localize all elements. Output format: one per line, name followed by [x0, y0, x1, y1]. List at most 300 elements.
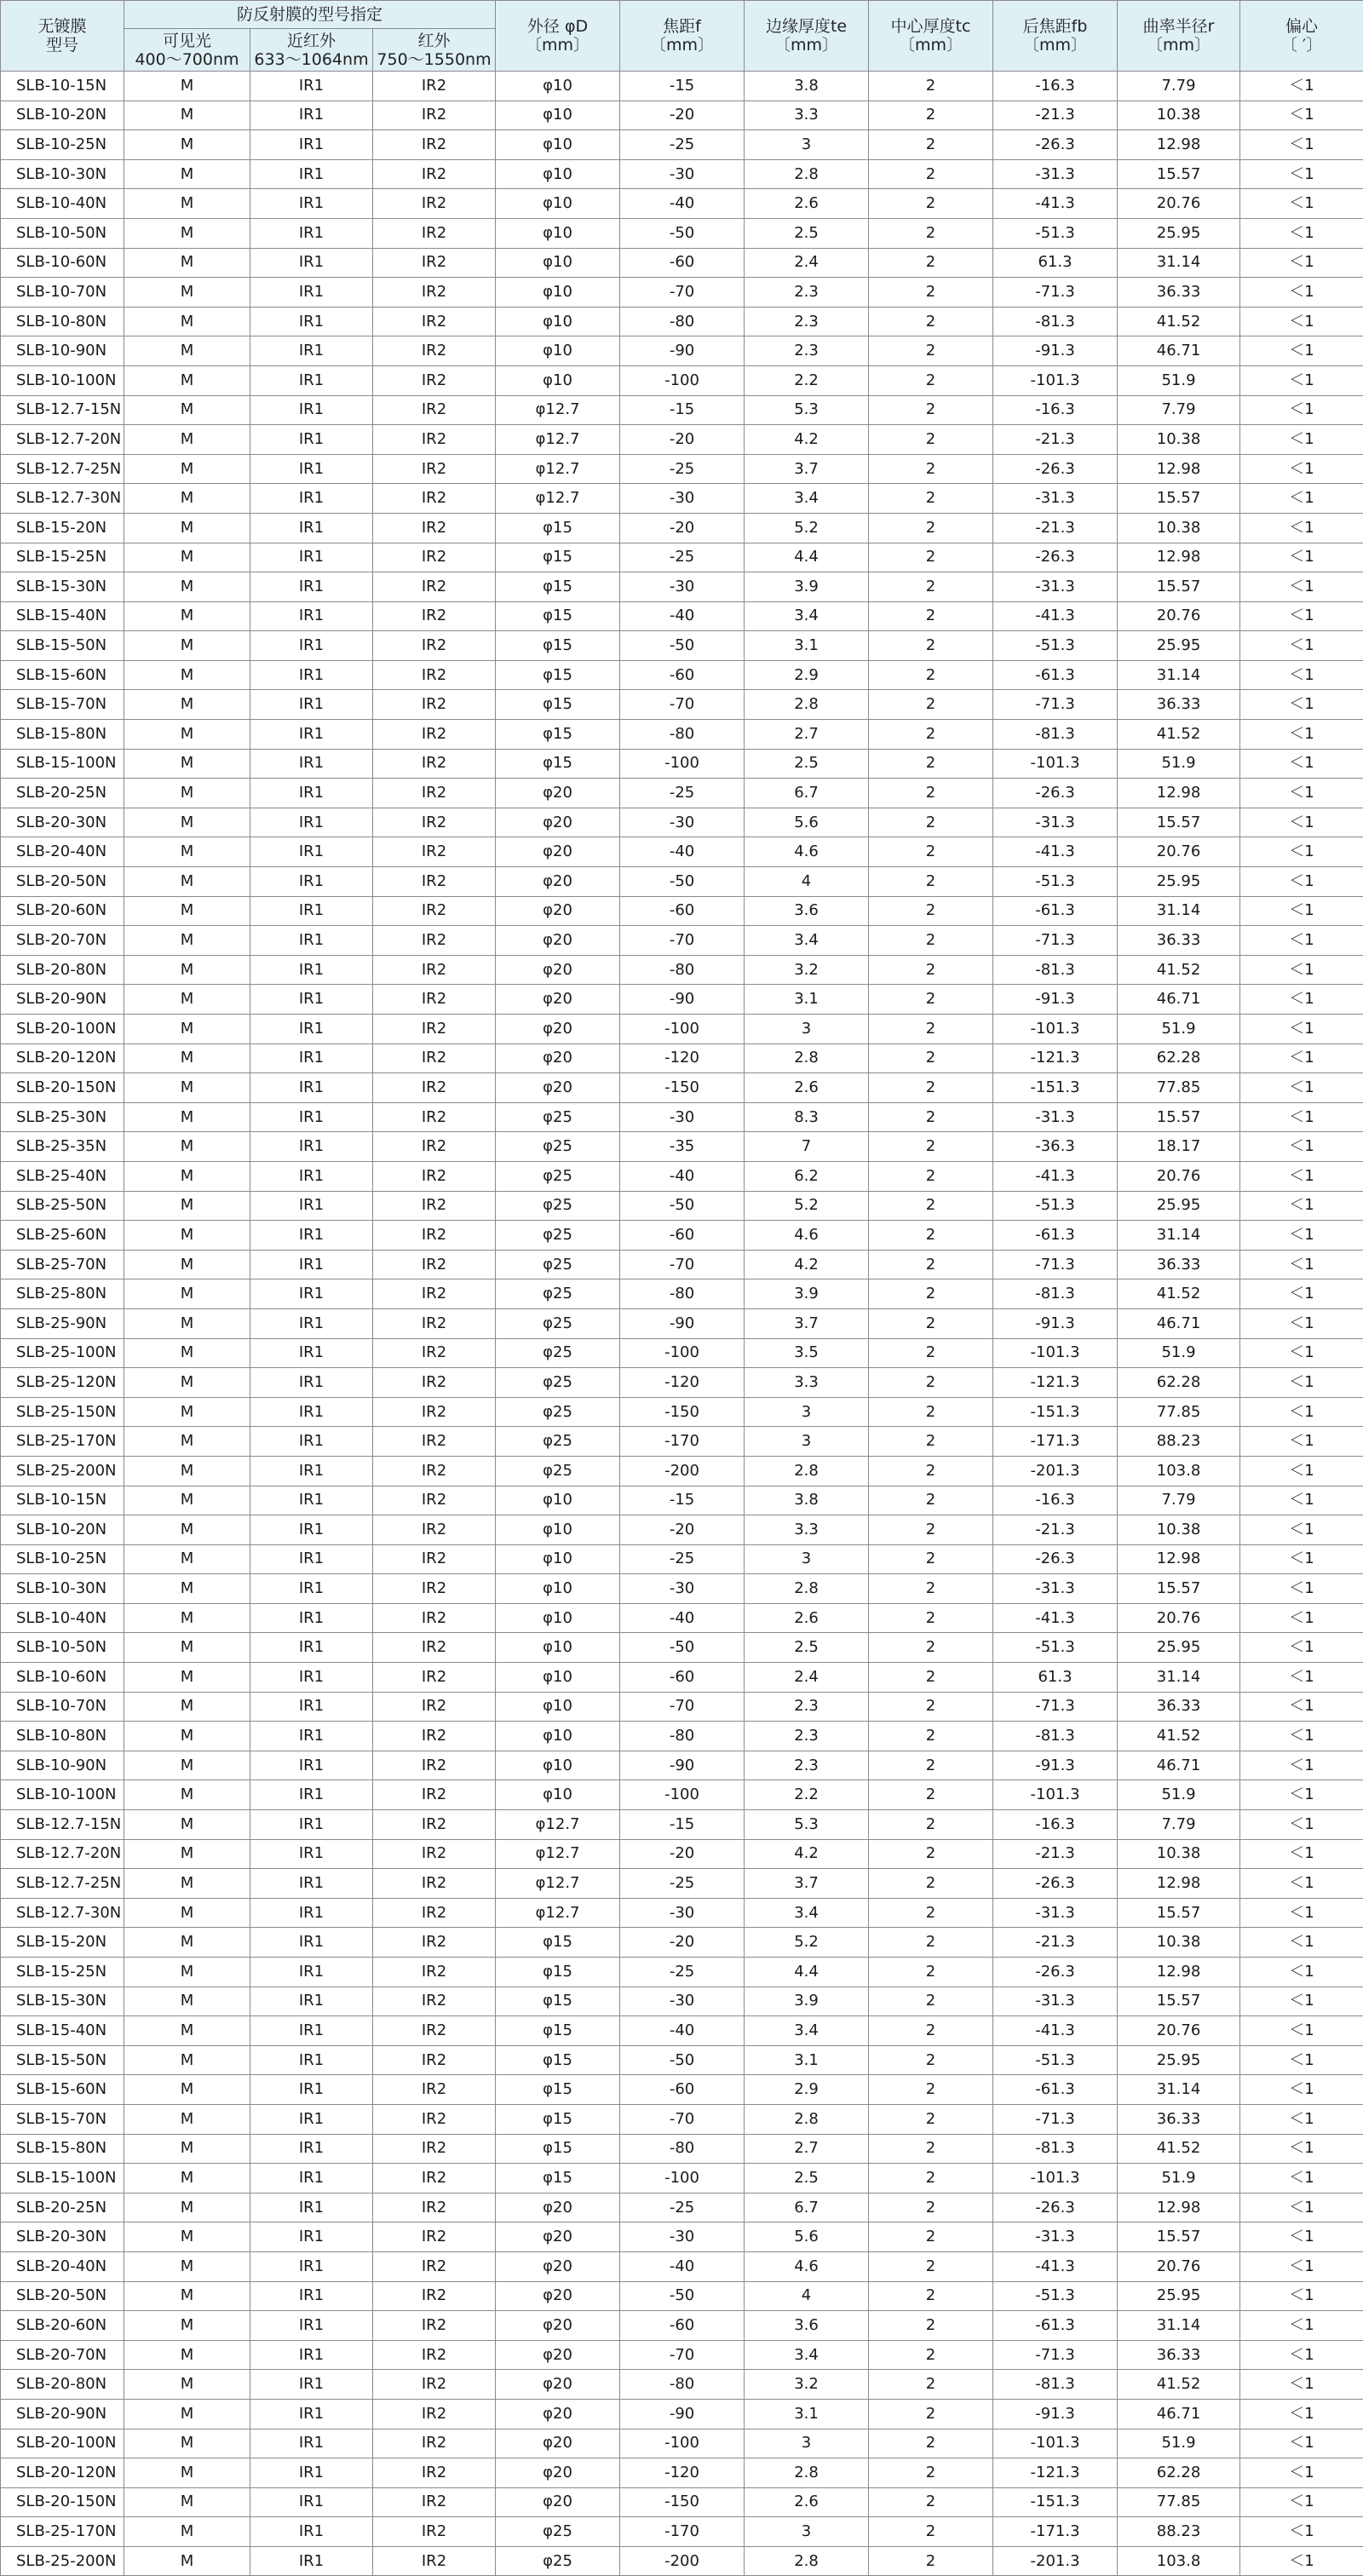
nir-coating-cell: IR1 — [250, 218, 373, 248]
diameter-cell: φ20 — [496, 2193, 620, 2222]
ir-coating-cell: IR2 — [373, 808, 496, 837]
focal-length-cell: -70 — [620, 1692, 745, 1722]
nir-coating-cell: IR1 — [250, 1722, 373, 1751]
radius-cell: 31.14 — [1118, 1221, 1240, 1251]
edge-thickness-cell: 2.7 — [745, 720, 869, 750]
diameter-cell: φ10 — [496, 278, 620, 308]
table-row — [1, 1161, 1363, 1191]
back-focal-length-cell: -171.3 — [993, 2517, 1118, 2547]
model-cell: SLB-10-100N — [1, 365, 124, 395]
visible-coating-cell: M — [124, 101, 250, 130]
radius-cell: 36.33 — [1118, 2104, 1240, 2134]
diameter-cell: φ10 — [496, 1663, 620, 1693]
eccentricity-cell: ＜1 — [1240, 896, 1363, 926]
radius-cell: 20.76 — [1118, 189, 1240, 219]
table-row — [1, 2311, 1363, 2341]
focal-length-cell: -60 — [620, 1221, 745, 1251]
ir-coating-cell: IR2 — [373, 278, 496, 308]
center-thickness-cell: 2 — [869, 1780, 993, 1810]
nir-coating-cell: IR1 — [250, 779, 373, 808]
ir-coating-cell: IR2 — [373, 1427, 496, 1457]
model-cell: SLB-25-200N — [1, 2546, 124, 2576]
visible-coating-cell: M — [124, 1958, 250, 1987]
header-nir-line1: 近红外 — [250, 32, 372, 50]
nir-coating-cell: IR1 — [250, 749, 373, 779]
nir-coating-cell: IR1 — [250, 1102, 373, 1132]
focal-length-cell: -80 — [620, 955, 745, 985]
edge-thickness-cell: 3.4 — [745, 1898, 869, 1928]
visible-coating-cell: M — [124, 1221, 250, 1251]
eccentricity-cell: ＜1 — [1240, 2222, 1363, 2252]
eccentricity-cell: ＜1 — [1240, 2517, 1363, 2547]
ir-coating-cell: IR2 — [373, 2487, 496, 2517]
focal-length-cell: -30 — [620, 2222, 745, 2252]
nir-coating-cell: IR1 — [250, 2016, 373, 2046]
center-thickness-cell: 2 — [869, 2075, 993, 2105]
edge-thickness-cell: 3.2 — [745, 955, 869, 985]
edge-thickness-cell: 3.4 — [745, 484, 869, 514]
visible-coating-cell: M — [124, 1161, 250, 1191]
model-cell: SLB-15-40N — [1, 601, 124, 631]
ir-coating-cell: IR2 — [373, 2104, 496, 2134]
focal-length-cell: -120 — [620, 1044, 745, 1073]
eccentricity-cell: ＜1 — [1240, 248, 1363, 278]
visible-coating-cell: M — [124, 2075, 250, 2105]
visible-coating-cell: M — [124, 1603, 250, 1633]
edge-thickness-cell: 3.7 — [745, 1308, 869, 1338]
radius-cell: 36.33 — [1118, 1250, 1240, 1279]
visible-coating-cell: M — [124, 1869, 250, 1899]
model-cell: SLB-12.7-15N — [1, 1810, 124, 1840]
model-cell: SLB-15-100N — [1, 2164, 124, 2194]
eccentricity-cell: ＜1 — [1240, 1928, 1363, 1958]
radius-cell: 62.28 — [1118, 2458, 1240, 2488]
model-cell: SLB-10-30N — [1, 159, 124, 189]
focal-length-cell: -100 — [620, 1780, 745, 1810]
ir-coating-cell: IR2 — [373, 336, 496, 366]
edge-thickness-cell: 3.6 — [745, 896, 869, 926]
radius-cell: 31.14 — [1118, 2311, 1240, 2341]
focal-length-cell: -100 — [620, 2429, 745, 2458]
focal-length-cell: -40 — [620, 189, 745, 219]
diameter-cell: φ15 — [496, 2016, 620, 2046]
edge-thickness-cell: 2.9 — [745, 2075, 869, 2105]
diameter-cell: φ20 — [496, 1073, 620, 1103]
back-focal-length-cell: -101.3 — [993, 1780, 1118, 1810]
back-focal-length-cell: -26.3 — [993, 1869, 1118, 1899]
radius-cell: 20.76 — [1118, 2251, 1240, 2281]
radius-cell: 36.33 — [1118, 1692, 1240, 1722]
edge-thickness-cell: 3 — [745, 2517, 869, 2547]
center-thickness-cell: 2 — [869, 2458, 993, 2488]
focal-length-cell: -80 — [620, 2134, 745, 2164]
table-row — [1, 955, 1363, 985]
focal-length-cell: -50 — [620, 631, 745, 661]
table-row — [1, 159, 1363, 189]
back-focal-length-cell: -91.3 — [993, 336, 1118, 366]
model-cell: SLB-10-25N — [1, 1544, 124, 1574]
ir-coating-cell: IR2 — [373, 1839, 496, 1869]
eccentricity-cell: ＜1 — [1240, 307, 1363, 336]
back-focal-length-cell: -21.3 — [993, 425, 1118, 455]
visible-coating-cell: M — [124, 1102, 250, 1132]
focal-length-cell: -90 — [620, 2399, 745, 2429]
center-thickness-cell: 2 — [869, 926, 993, 956]
radius-cell: 10.38 — [1118, 1928, 1240, 1958]
diameter-cell: φ10 — [496, 1692, 620, 1722]
back-focal-length-cell: -151.3 — [993, 2487, 1118, 2517]
visible-coating-cell: M — [124, 72, 250, 101]
focal-length-cell: -80 — [620, 307, 745, 336]
nir-coating-cell: IR1 — [250, 1486, 373, 1515]
ir-coating-cell: IR2 — [373, 189, 496, 219]
nir-coating-cell: IR1 — [250, 1073, 373, 1103]
back-focal-length-cell: -91.3 — [993, 2399, 1118, 2429]
back-focal-length-cell: -16.3 — [993, 1810, 1118, 1840]
eccentricity-cell: ＜1 — [1240, 1044, 1363, 1073]
edge-thickness-cell: 2.3 — [745, 278, 869, 308]
center-thickness-cell: 2 — [869, 1221, 993, 1251]
ir-coating-cell: IR2 — [373, 2370, 496, 2400]
ir-coating-cell: IR2 — [373, 1515, 496, 1545]
ir-coating-cell: IR2 — [373, 1603, 496, 1633]
ir-coating-cell: IR2 — [373, 2458, 496, 2488]
table-row — [1, 2281, 1363, 2311]
diameter-cell: φ10 — [496, 130, 620, 160]
table-row — [1, 660, 1363, 690]
nir-coating-cell: IR1 — [250, 1308, 373, 1338]
diameter-cell: φ20 — [496, 2370, 620, 2400]
back-focal-length-cell: -61.3 — [993, 1221, 1118, 1251]
radius-cell: 41.52 — [1118, 2134, 1240, 2164]
edge-thickness-cell: 5.6 — [745, 808, 869, 837]
ir-coating-cell: IR2 — [373, 1780, 496, 1810]
eccentricity-cell: ＜1 — [1240, 2340, 1363, 2370]
diameter-cell: φ15 — [496, 513, 620, 543]
back-focal-length-cell: -41.3 — [993, 837, 1118, 867]
ir-coating-cell: IR2 — [373, 218, 496, 248]
model-cell: SLB-15-70N — [1, 2104, 124, 2134]
ir-coating-cell: IR2 — [373, 631, 496, 661]
model-cell: SLB-15-25N — [1, 1958, 124, 1987]
center-thickness-cell: 2 — [869, 1751, 993, 1780]
header-infrared — [373, 29, 496, 72]
model-cell: SLB-25-50N — [1, 1191, 124, 1221]
nir-coating-cell: IR1 — [250, 2340, 373, 2370]
radius-cell: 10.38 — [1118, 1515, 1240, 1545]
table-row — [1, 1015, 1363, 1044]
diameter-cell: φ10 — [496, 365, 620, 395]
visible-coating-cell: M — [124, 1073, 250, 1103]
radius-cell: 46.71 — [1118, 1308, 1240, 1338]
visible-coating-cell: M — [124, 2016, 250, 2046]
edge-thickness-cell: 4.4 — [745, 543, 869, 572]
back-focal-length-cell: -26.3 — [993, 2193, 1118, 2222]
visible-coating-cell: M — [124, 1633, 250, 1663]
eccentricity-cell: ＜1 — [1240, 1427, 1363, 1457]
radius-cell: 103.8 — [1118, 2546, 1240, 2576]
eccentricity-cell: ＜1 — [1240, 365, 1363, 395]
table-row — [1, 2193, 1363, 2222]
focal-length-cell: -25 — [620, 1869, 745, 1899]
diameter-cell: φ15 — [496, 2134, 620, 2164]
focal-length-cell: -200 — [620, 2546, 745, 2576]
radius-cell: 51.9 — [1118, 1338, 1240, 1368]
visible-coating-cell: M — [124, 1515, 250, 1545]
edge-thickness-cell: 2.3 — [745, 1692, 869, 1722]
diameter-cell: φ12.7 — [496, 1898, 620, 1928]
table-row — [1, 2399, 1363, 2429]
back-focal-length-cell: -101.3 — [993, 749, 1118, 779]
table-row — [1, 278, 1363, 308]
eccentricity-cell: ＜1 — [1240, 1633, 1363, 1663]
focal-length-cell: -50 — [620, 2281, 745, 2311]
model-cell: SLB-15-20N — [1, 1928, 124, 1958]
header-radius-line2: 〔mm〕 — [1118, 36, 1239, 55]
table-row — [1, 2487, 1363, 2517]
model-cell: SLB-20-90N — [1, 2399, 124, 2429]
header-visible-line1: 可见光 — [124, 32, 250, 50]
focal-length-cell: -50 — [620, 2045, 745, 2075]
diameter-cell: φ15 — [496, 690, 620, 720]
model-cell: SLB-25-30N — [1, 1102, 124, 1132]
nir-coating-cell: IR1 — [250, 1456, 373, 1486]
edge-thickness-cell: 3.4 — [745, 2340, 869, 2370]
table-row — [1, 1427, 1363, 1457]
radius-cell: 18.17 — [1118, 1132, 1240, 1162]
focal-length-cell: -25 — [620, 1958, 745, 1987]
table-row — [1, 484, 1363, 514]
diameter-cell: φ10 — [496, 1603, 620, 1633]
ir-coating-cell: IR2 — [373, 1722, 496, 1751]
ir-coating-cell: IR2 — [373, 1456, 496, 1486]
back-focal-length-cell: -31.3 — [993, 572, 1118, 602]
eccentricity-cell: ＜1 — [1240, 1839, 1363, 1869]
visible-coating-cell: M — [124, 1486, 250, 1515]
table-row — [1, 1544, 1363, 1574]
diameter-cell: φ20 — [496, 2458, 620, 2488]
back-focal-length-cell: -71.3 — [993, 690, 1118, 720]
focal-length-cell: -70 — [620, 2340, 745, 2370]
header-visible-line2: 400～700nm — [124, 50, 250, 69]
back-focal-length-cell: -61.3 — [993, 896, 1118, 926]
ir-coating-cell: IR2 — [373, 2340, 496, 2370]
eccentricity-cell: ＜1 — [1240, 1486, 1363, 1515]
center-thickness-cell: 2 — [869, 130, 993, 160]
table-row — [1, 837, 1363, 867]
center-thickness-cell: 2 — [869, 2429, 993, 2458]
table-row — [1, 2164, 1363, 2194]
edge-thickness-cell: 8.3 — [745, 1102, 869, 1132]
center-thickness-cell: 2 — [869, 1515, 993, 1545]
focal-length-cell: -30 — [620, 484, 745, 514]
radius-cell: 62.28 — [1118, 1368, 1240, 1398]
model-cell: SLB-10-20N — [1, 1515, 124, 1545]
center-thickness-cell: 2 — [869, 1368, 993, 1398]
table-row — [1, 1633, 1363, 1663]
table-row — [1, 2429, 1363, 2458]
model-cell: SLB-15-80N — [1, 720, 124, 750]
table-row — [1, 690, 1363, 720]
eccentricity-cell: ＜1 — [1240, 631, 1363, 661]
diameter-cell: φ10 — [496, 189, 620, 219]
focal-length-cell: -15 — [620, 395, 745, 425]
ir-coating-cell: IR2 — [373, 307, 496, 336]
table-row — [1, 365, 1363, 395]
radius-cell: 15.57 — [1118, 1574, 1240, 1604]
model-cell: SLB-20-120N — [1, 2458, 124, 2488]
ir-coating-cell: IR2 — [373, 2251, 496, 2281]
model-cell: SLB-10-60N — [1, 248, 124, 278]
center-thickness-cell: 2 — [869, 1544, 993, 1574]
model-cell: SLB-25-170N — [1, 2517, 124, 2547]
radius-cell: 15.57 — [1118, 1102, 1240, 1132]
nir-coating-cell: IR1 — [250, 278, 373, 308]
visible-coating-cell: M — [124, 837, 250, 867]
edge-thickness-cell: 2.8 — [745, 2104, 869, 2134]
edge-thickness-cell: 3 — [745, 2429, 869, 2458]
table-row — [1, 2340, 1363, 2370]
focal-length-cell: -170 — [620, 1427, 745, 1457]
center-thickness-cell: 2 — [869, 1397, 993, 1427]
radius-cell: 41.52 — [1118, 2370, 1240, 2400]
focal-length-cell: -15 — [620, 72, 745, 101]
focal-length-cell: -70 — [620, 926, 745, 956]
center-thickness-cell: 2 — [869, 1279, 993, 1309]
center-thickness-cell: 2 — [869, 248, 993, 278]
diameter-cell: φ25 — [496, 1250, 620, 1279]
ir-coating-cell: IR2 — [373, 1574, 496, 1604]
edge-thickness-cell: 4.4 — [745, 1958, 869, 1987]
ir-coating-cell: IR2 — [373, 2193, 496, 2222]
radius-cell: 41.52 — [1118, 1722, 1240, 1751]
eccentricity-cell: ＜1 — [1240, 159, 1363, 189]
radius-cell: 25.95 — [1118, 218, 1240, 248]
diameter-cell: φ20 — [496, 2399, 620, 2429]
radius-cell: 15.57 — [1118, 159, 1240, 189]
eccentricity-cell: ＜1 — [1240, 985, 1363, 1015]
back-focal-length-cell: -31.3 — [993, 1102, 1118, 1132]
model-cell: SLB-20-30N — [1, 2222, 124, 2252]
nir-coating-cell: IR1 — [250, 690, 373, 720]
ir-coating-cell: IR2 — [373, 985, 496, 1015]
back-focal-length-cell: -51.3 — [993, 1633, 1118, 1663]
center-thickness-cell: 2 — [869, 278, 993, 308]
ir-coating-cell: IR2 — [373, 1810, 496, 1840]
ir-coating-cell: IR2 — [373, 1987, 496, 2016]
focal-length-cell: -100 — [620, 749, 745, 779]
focal-length-cell: -120 — [620, 1368, 745, 1398]
model-cell: SLB-20-25N — [1, 2193, 124, 2222]
ir-coating-cell: IR2 — [373, 720, 496, 750]
model-cell: SLB-15-60N — [1, 2075, 124, 2105]
model-cell: SLB-20-90N — [1, 985, 124, 1015]
visible-coating-cell: M — [124, 218, 250, 248]
radius-cell: 25.95 — [1118, 1633, 1240, 1663]
edge-thickness-cell: 5.3 — [745, 1810, 869, 1840]
edge-thickness-cell: 4.2 — [745, 425, 869, 455]
eccentricity-cell: ＜1 — [1240, 955, 1363, 985]
eccentricity-cell: ＜1 — [1240, 1751, 1363, 1780]
edge-thickness-cell: 3 — [745, 1427, 869, 1457]
ir-coating-cell: IR2 — [373, 1044, 496, 1073]
nir-coating-cell: IR1 — [250, 189, 373, 219]
edge-thickness-cell: 3.1 — [745, 985, 869, 1015]
nir-coating-cell: IR1 — [250, 2546, 373, 2576]
ir-coating-cell: IR2 — [373, 395, 496, 425]
diameter-cell: φ10 — [496, 1751, 620, 1780]
nir-coating-cell: IR1 — [250, 2075, 373, 2105]
diameter-cell: φ10 — [496, 1486, 620, 1515]
visible-coating-cell: M — [124, 1456, 250, 1486]
center-thickness-cell: 2 — [869, 1191, 993, 1221]
table-row — [1, 1780, 1363, 1810]
center-thickness-cell: 2 — [869, 2487, 993, 2517]
model-cell: SLB-12.7-30N — [1, 484, 124, 514]
table-row — [1, 572, 1363, 602]
table-row — [1, 101, 1363, 130]
diameter-cell: φ20 — [496, 837, 620, 867]
focal-length-cell: -100 — [620, 365, 745, 395]
focal-length-cell: -35 — [620, 1132, 745, 1162]
nir-coating-cell: IR1 — [250, 867, 373, 897]
ir-coating-cell: IR2 — [373, 1221, 496, 1251]
model-cell: SLB-20-80N — [1, 955, 124, 985]
radius-cell: 51.9 — [1118, 1015, 1240, 1044]
model-cell: SLB-10-25N — [1, 130, 124, 160]
center-thickness-cell: 2 — [869, 425, 993, 455]
radius-cell: 103.8 — [1118, 1456, 1240, 1486]
eccentricity-cell: ＜1 — [1240, 2164, 1363, 2194]
nir-coating-cell: IR1 — [250, 2458, 373, 2488]
table-row — [1, 189, 1363, 219]
diameter-cell: φ25 — [496, 1132, 620, 1162]
eccentricity-cell: ＜1 — [1240, 1869, 1363, 1899]
edge-thickness-cell: 2.5 — [745, 1633, 869, 1663]
radius-cell: 46.71 — [1118, 1751, 1240, 1780]
model-cell: SLB-10-15N — [1, 1486, 124, 1515]
eccentricity-cell: ＜1 — [1240, 2281, 1363, 2311]
radius-cell: 31.14 — [1118, 896, 1240, 926]
table-row — [1, 926, 1363, 956]
table-row — [1, 2045, 1363, 2075]
model-cell: SLB-25-80N — [1, 1279, 124, 1309]
eccentricity-cell: ＜1 — [1240, 2311, 1363, 2341]
diameter-cell: φ25 — [496, 1161, 620, 1191]
center-thickness-cell: 2 — [869, 867, 993, 897]
radius-cell: 51.9 — [1118, 749, 1240, 779]
eccentricity-cell: ＜1 — [1240, 454, 1363, 484]
model-cell: SLB-20-40N — [1, 837, 124, 867]
focal-length-cell: -90 — [620, 985, 745, 1015]
visible-coating-cell: M — [124, 1308, 250, 1338]
radius-cell: 20.76 — [1118, 1161, 1240, 1191]
diameter-cell: φ15 — [496, 2104, 620, 2134]
diameter-cell: φ15 — [496, 749, 620, 779]
model-cell: SLB-15-30N — [1, 1987, 124, 2016]
model-cell: SLB-20-50N — [1, 867, 124, 897]
visible-coating-cell: M — [124, 365, 250, 395]
back-focal-length-cell: -26.3 — [993, 1544, 1118, 1574]
back-focal-length-cell: -51.3 — [993, 631, 1118, 661]
nir-coating-cell: IR1 — [250, 307, 373, 336]
back-focal-length-cell: -26.3 — [993, 1958, 1118, 1987]
diameter-cell: φ15 — [496, 543, 620, 572]
radius-cell: 51.9 — [1118, 2164, 1240, 2194]
visible-coating-cell: M — [124, 454, 250, 484]
focal-length-cell: -150 — [620, 1397, 745, 1427]
ir-coating-cell: IR2 — [373, 1928, 496, 1958]
